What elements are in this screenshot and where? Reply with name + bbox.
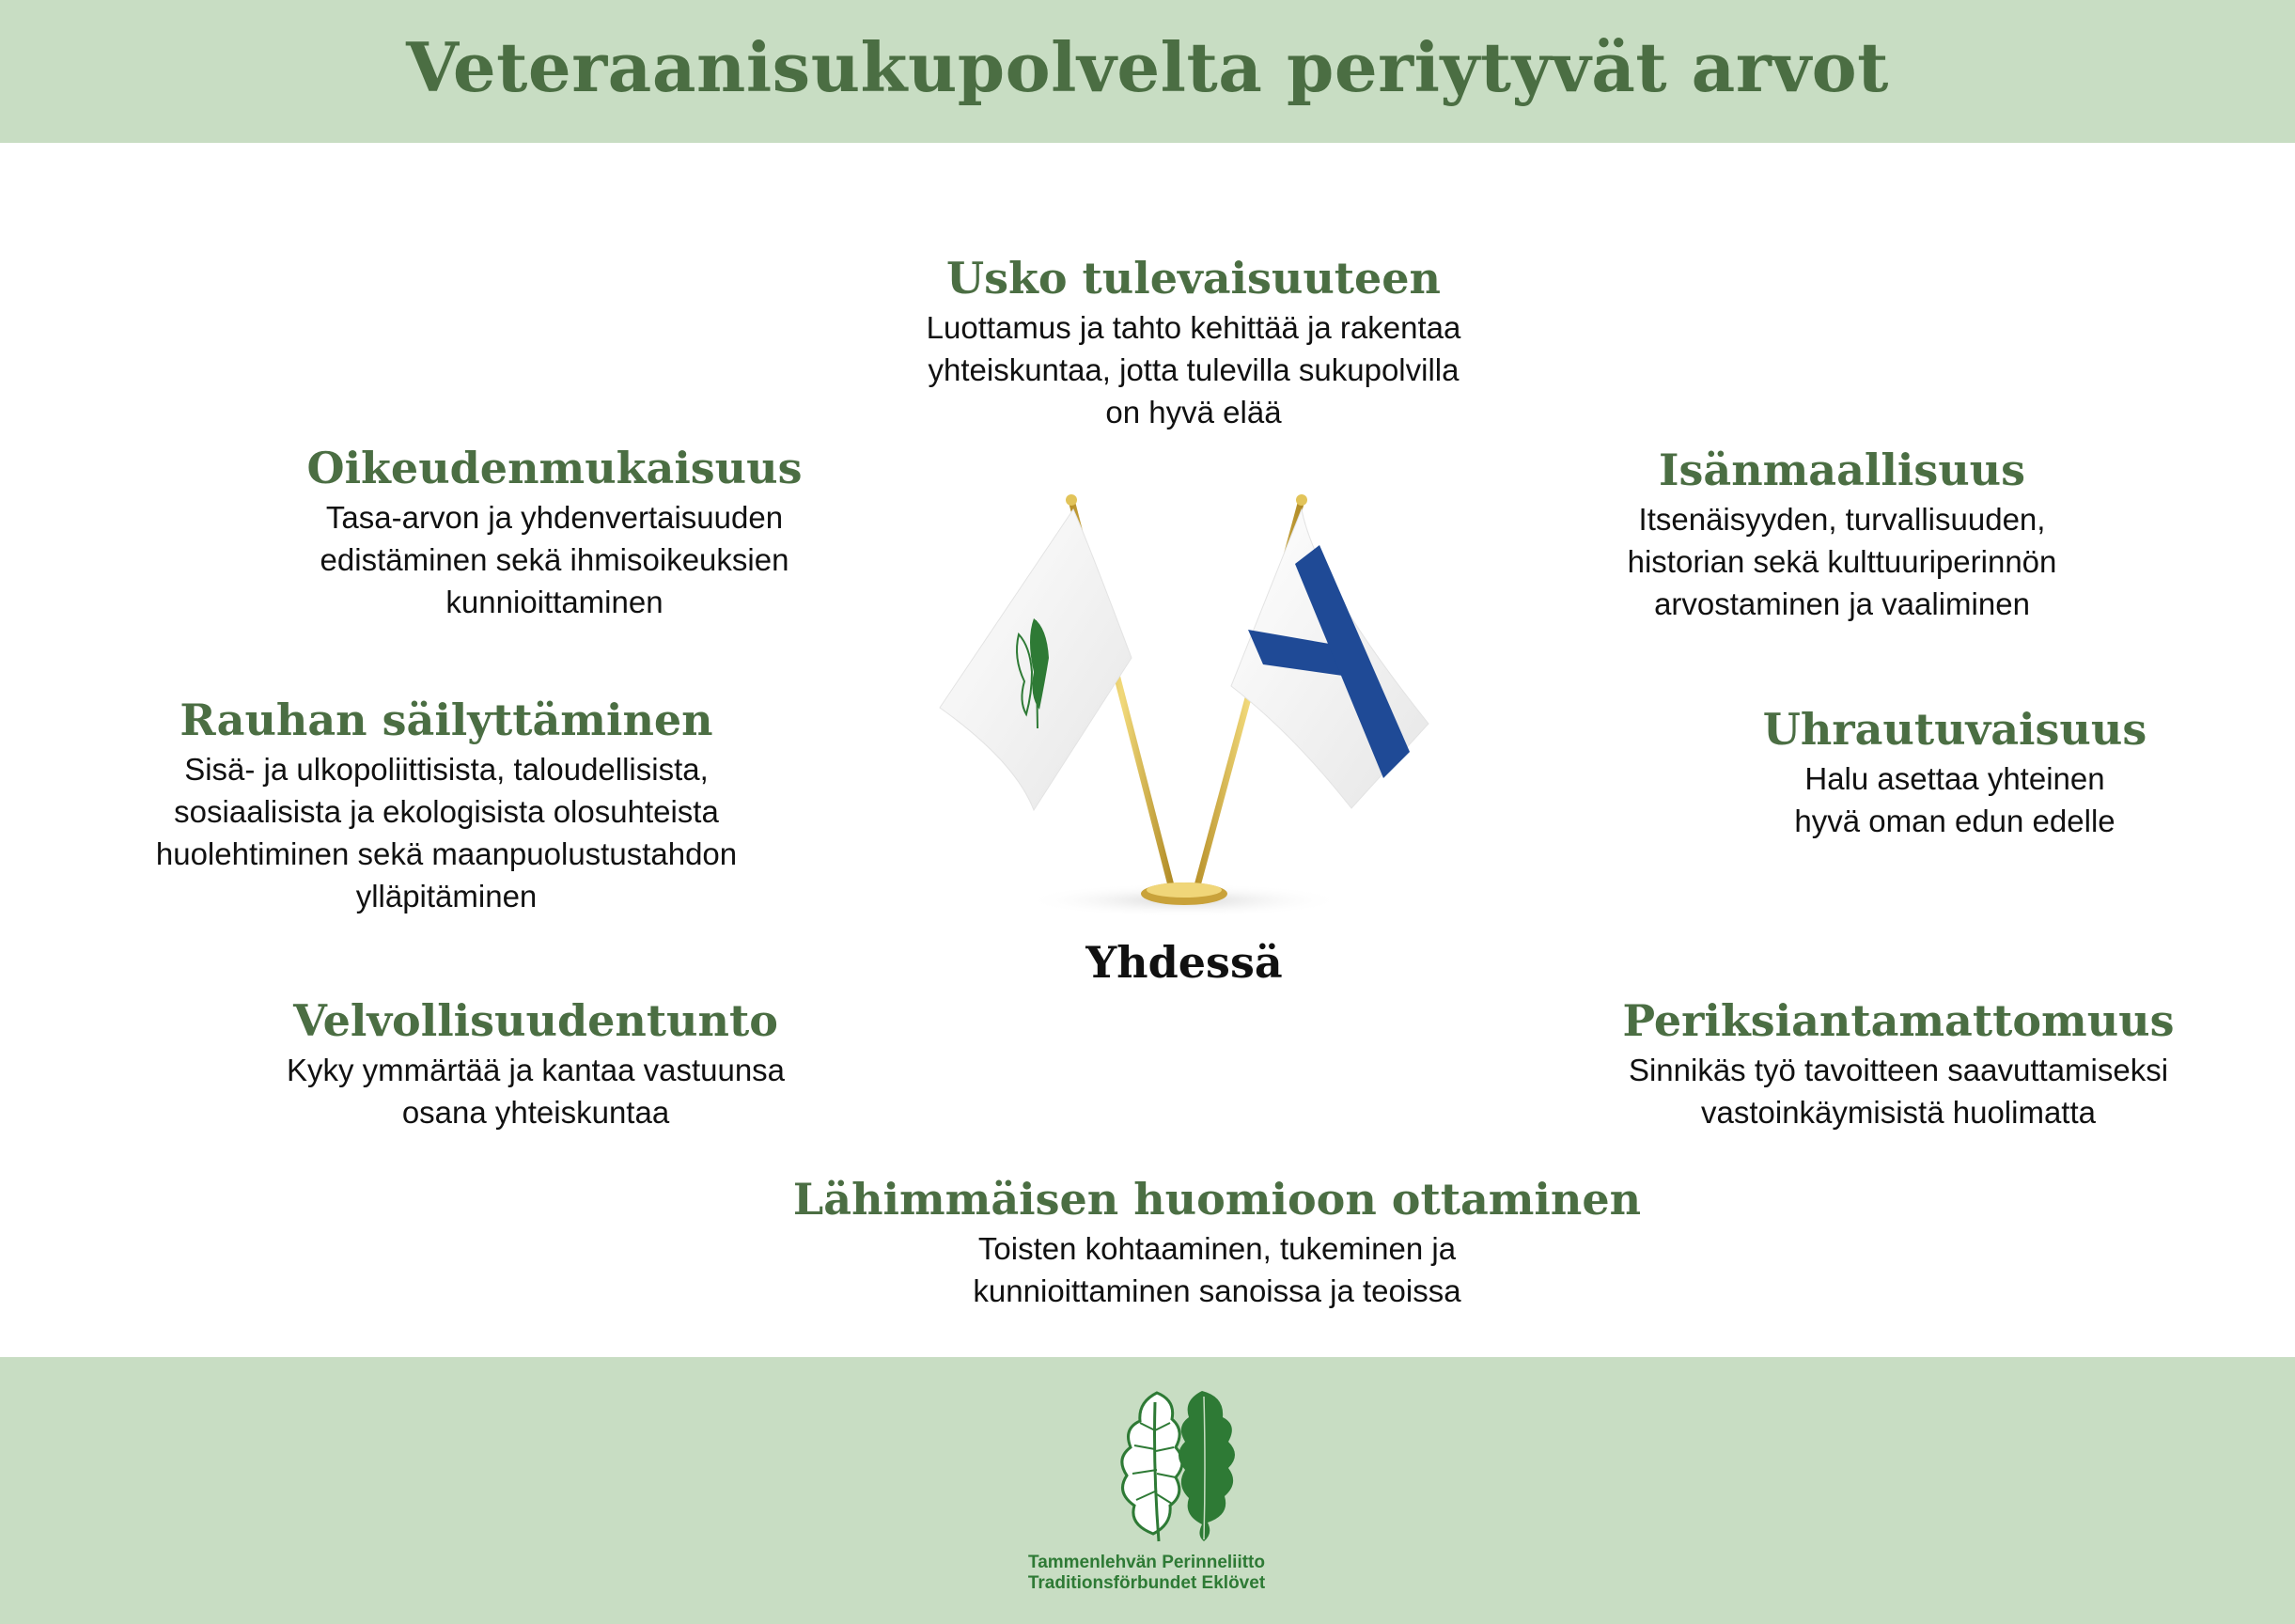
value-title: Usko tulevaisuuteen bbox=[945, 253, 1442, 304]
value-title: Oikeudenmukaisuus bbox=[306, 443, 803, 493]
page-title: Veteraanisukupolvelta periytyvät arvot bbox=[406, 27, 1889, 107]
value-oikeudenmukaisuus bbox=[160, 444, 949, 623]
value-description: Sisä- ja ulkopoliittisista, taloudellisista, sosiaalisista ja ekologisista olosuhteista huolehtiminen sekä maanpuolustustahdon ylläpitäminen bbox=[155, 752, 738, 914]
value-title: Lähimmäisen huomioon ottaminen bbox=[792, 1174, 1642, 1225]
value-title: Periksiantamattomuus bbox=[1622, 995, 2175, 1046]
value-usko-tulevaisuuteen bbox=[808, 254, 1579, 433]
value-periksiantamattomuus bbox=[1522, 996, 2274, 1133]
left-pole-finial bbox=[1066, 494, 1077, 506]
value-description: Halu asettaa yhteinen hyvä oman edun edelle bbox=[1794, 761, 2115, 838]
value-lahimmaisen-huomioon-ottaminen bbox=[771, 1175, 1663, 1312]
value-description: Toisten kohtaaminen, tukeminen ja kunnioittaminen sanoissa ja teoissa bbox=[973, 1231, 1461, 1308]
organization-name bbox=[959, 1553, 1335, 1594]
value-title: Uhrautuvaisuus bbox=[1762, 704, 2147, 755]
value-description: Itsenäisyyden, turvallisuuden, historian sekä kulttuuriperinnön arvostaminen ja vaaliminen bbox=[1627, 502, 2057, 621]
value-title: Rauhan säilyttäminen bbox=[180, 695, 713, 745]
value-title: Velvollisuudentunto bbox=[293, 995, 778, 1046]
header-band bbox=[0, 0, 2295, 143]
table-flags-illustration bbox=[921, 479, 1447, 930]
value-description: Kyky ymmärtää ja kantaa vastuunsa osana yhteiskuntaa bbox=[286, 1053, 786, 1130]
value-uhrautuvaisuus bbox=[1616, 705, 2293, 842]
value-description: Sinnikäs työ tavoitteen saavuttamiseksi vastoinkäymisistä huolimatta bbox=[1628, 1053, 2169, 1130]
organization-name-sv: Traditionsförbundet Eklövet bbox=[1027, 1573, 1266, 1593]
value-title: Isänmaallisuus bbox=[1658, 445, 2026, 495]
flag-stand-base-top bbox=[1147, 882, 1222, 898]
organization-name-fi: Tammenlehvän Perinneliitto bbox=[1028, 1553, 1265, 1572]
finnish-flag bbox=[1231, 509, 1429, 808]
eklovet-flag bbox=[940, 509, 1132, 810]
value-rauhan-sailyttaminen bbox=[75, 695, 818, 917]
value-velvollisuudentunto bbox=[160, 996, 912, 1133]
value-isanmaallisuus bbox=[1466, 445, 2218, 625]
center-label: Yhdessä bbox=[1085, 937, 1283, 988]
oak-leaf-logo-icon bbox=[1110, 1383, 1251, 1543]
right-pole-finial bbox=[1296, 494, 1307, 506]
value-description: Tasa-arvon ja yhdenvertaisuuden edistäminen sekä ihmisoikeuksien kunnioittaminen bbox=[320, 500, 789, 619]
value-description: Luottamus ja tahto kehittää ja rakentaa yhteiskuntaa, jotta tulevilla sukupolvilla on hyvä elää bbox=[926, 310, 1461, 429]
